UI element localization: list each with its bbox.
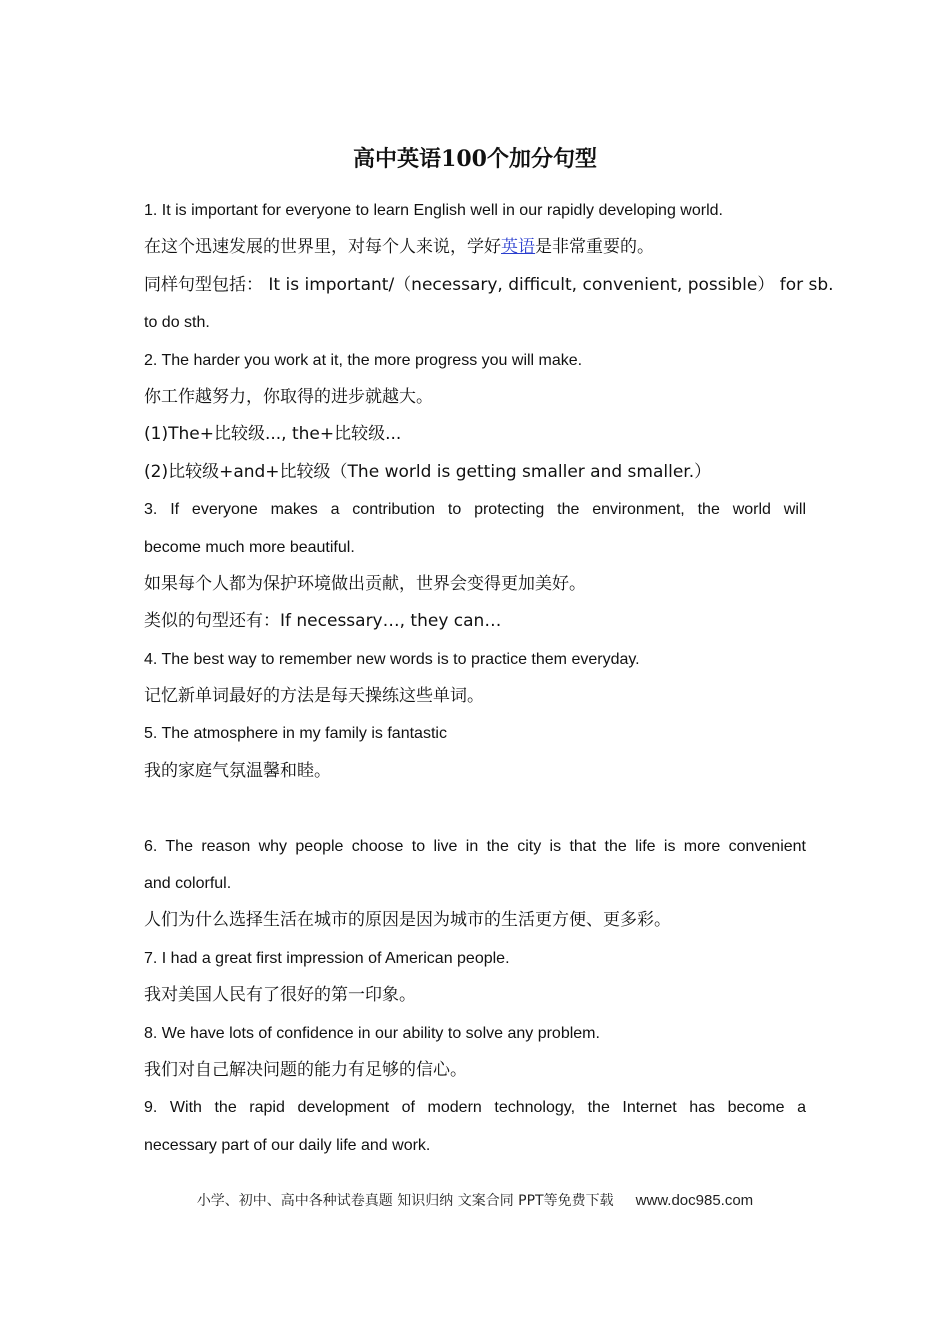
page-footer <box>0 1189 950 1213</box>
sentence-5-chinese: 我的家庭气氛温馨和睦。 <box>144 760 331 781</box>
sentence-4-chinese: 记忆新单词最好的方法是每天操练这些单词。 <box>144 686 484 707</box>
sentence-6-chinese: 人们为什么选择生活在城市的原因是因为城市的生活更方便、更多彩。 <box>144 910 671 931</box>
sentence-7-english: 7. I had a great first impression of American people. <box>144 949 510 967</box>
sentence-5-english: 5. The atmosphere in my family is fantastic <box>144 725 447 743</box>
sentence-9-english: 9. With the rapid development of modern technology, the Internet has become a <box>144 1099 806 1117</box>
document-body <box>144 192 834 1164</box>
sentence-6-english: 6. The reason why people choose to live in the city is that the life is more convenient <box>144 837 806 855</box>
sentence-1-chinese <box>144 229 806 266</box>
sentence-8-chinese: 我们对自己解决问题的能力有足够的信心。 <box>144 1059 467 1080</box>
english-link[interactable]: 英语 <box>501 237 535 258</box>
footer-text: 小学、初中、高中各种试卷真题 知识归纳 文案合同 PPT等免费下载 <box>196 1193 614 1209</box>
sentence-3-chinese: 如果每个人都为保护环境做出贡献，世界会变得更加美好。 <box>144 573 586 594</box>
footer-url[interactable]: www.doc985.com <box>635 1192 754 1209</box>
blank-line <box>144 790 806 827</box>
sentence-3-english-cont: become much more beautiful. <box>144 538 355 556</box>
sentence-1-pattern-note-cont: to do sth. <box>144 314 210 332</box>
sentence-3-english: 3. If everyone makes a contribution to protecting the environment, the world will <box>144 501 806 519</box>
sentence-2-pattern-2: (2)比较级+and+比较级（The world is getting smaller and smaller.） <box>144 461 712 482</box>
sentence-1-chinese-part-2: 是非常重要的。 <box>535 237 654 258</box>
sentence-3-pattern-note: 类似的句型还有：If necessary…, they can… <box>144 611 502 632</box>
document-title: 高中英语100个加分句型 <box>353 146 597 172</box>
sentence-1-pattern-note: 同样句型包括： It is important/（necessary, difficult, convenient, possible） for sb. <box>144 274 834 295</box>
sentence-1-english: 1. It is important for everyone to learn English well in our rapidly developing world. <box>144 202 723 219</box>
sentence-6-english-cont: and colorful. <box>144 875 232 893</box>
sentence-8-english: 8. We have lots of confidence in our ability to solve any problem. <box>144 1024 600 1042</box>
sentence-2-english: 2. The harder you work at it, the more progress you will make. <box>144 351 583 369</box>
sentence-4-english: 4. The best way to remember new words is to practice them everyday. <box>144 650 640 668</box>
sentence-1-chinese-part-1: 在这个迅速发展的世界里，对每个人来说，学好 <box>144 237 501 258</box>
sentence-2-pattern-1: (1)The+比较级..., the+比较级... <box>144 424 402 445</box>
sentence-2-chinese: 你工作越努力，你取得的进步就越大。 <box>144 386 433 407</box>
sentence-9-english-cont: necessary part of our daily life and work. <box>144 1136 431 1154</box>
sentence-7-chinese: 我对美国人民有了很好的第一印象。 <box>144 985 416 1006</box>
